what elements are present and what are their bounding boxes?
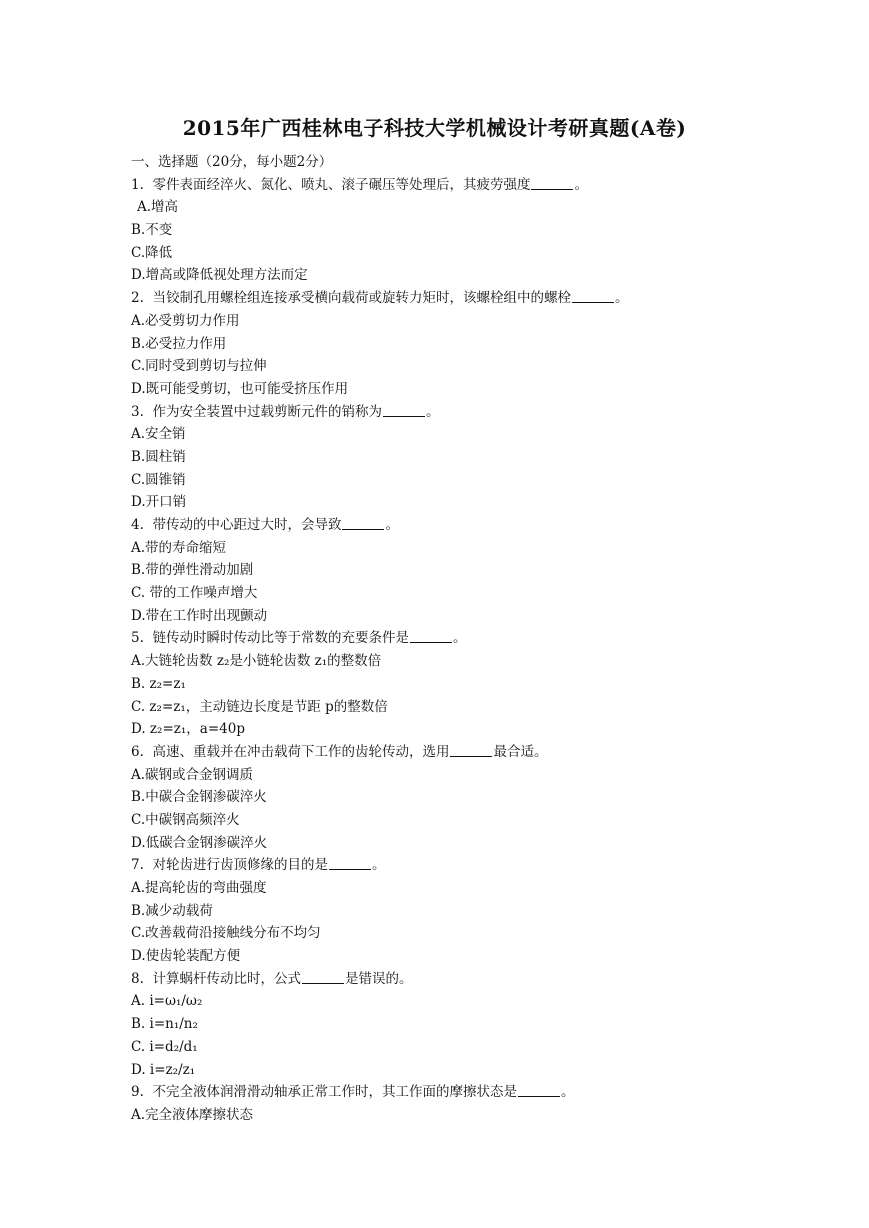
option-7d: D.使齿轮装配方便 <box>131 948 241 965</box>
section-heading: 一、选择题（20分，每小题2分） <box>131 154 333 170</box>
option-1b: B.不变 <box>131 222 173 239</box>
option-6a: A.碳钢或合金钢调质 <box>131 766 254 783</box>
question-text: 链传动时瞬时传动比等于常数的充要条件是 <box>152 630 409 647</box>
option-7b: B.减少动载荷 <box>131 902 213 919</box>
question-9 <box>131 1081 771 1104</box>
option-1a: A.增高 <box>137 199 179 216</box>
option-1d: D.增高或降低视处理方法而定 <box>131 267 308 284</box>
question-4 <box>131 514 771 537</box>
option-1c: C.降低 <box>131 244 173 261</box>
answer-blank <box>342 515 384 530</box>
question-text: 高速、重载并在冲击载荷下工作的齿轮传动，选用 <box>152 743 450 760</box>
option-4d: D.带在工作时出现颤动 <box>131 607 268 624</box>
option-8c: C. i=d₂/d₁ <box>131 1038 198 1055</box>
option-5b: B. z₂=z₁ <box>131 675 186 692</box>
option-8b: B. i=n₁/n₂ <box>131 1016 198 1033</box>
question-5 <box>131 627 771 650</box>
question-8 <box>131 968 771 991</box>
question-number: 6. <box>131 743 144 760</box>
question-3 <box>131 401 771 424</box>
question-1 <box>131 174 771 197</box>
answer-blank <box>410 628 452 643</box>
question-7 <box>131 854 771 877</box>
question-text: 当铰制孔用螺栓组连接承受横向载荷或旋转力矩时，该螺栓组中的螺栓 <box>152 290 571 307</box>
question-text-end: 。 <box>385 517 399 533</box>
option-8a: A. i=ω₁/ω₂ <box>131 993 203 1010</box>
answer-blank <box>531 175 573 190</box>
question-text: 带传动的中心距过大时，会导致 <box>152 517 342 533</box>
question-text: 不完全液体润滑滑动轴承正常工作时，其工作面的摩擦状态是 <box>152 1084 517 1101</box>
question-text-end: 。 <box>574 176 588 193</box>
option-4c: C. 带的工作噪声增大 <box>131 585 258 602</box>
option-9a: A.完全液体摩擦状态 <box>131 1106 254 1123</box>
answer-blank <box>302 969 344 984</box>
option-3b: B.圆柱销 <box>131 448 186 465</box>
question-number: 5. <box>131 630 144 647</box>
question-number: 9. <box>131 1084 144 1101</box>
option-2c: C.同时受到剪切与拉伸 <box>131 358 267 375</box>
question-6 <box>131 741 771 764</box>
answer-blank <box>450 742 492 757</box>
question-text: 对轮齿进行齿顶修缘的目的是 <box>152 857 328 874</box>
question-text-end: 。 <box>614 290 629 307</box>
option-3a: A.安全销 <box>131 426 186 443</box>
option-4b: B.带的弹性滑动加剧 <box>131 562 254 579</box>
option-2b: B.必受拉力作用 <box>131 335 227 352</box>
question-number: 4. <box>131 517 144 533</box>
question-number: 1. <box>131 176 144 193</box>
question-text-end: 。 <box>452 630 467 647</box>
answer-blank <box>572 288 614 303</box>
option-2d: D.既可能受剪切，也可能受挤压作用 <box>131 380 349 397</box>
question-number: 8. <box>131 970 144 987</box>
question-number: 3. <box>131 403 144 420</box>
question-text-end: 是错误的。 <box>344 970 413 987</box>
option-8d: D. i=z₂/z₁ <box>131 1061 196 1078</box>
option-6b: B.中碳合金钢渗碳淬火 <box>131 789 267 806</box>
option-7c: C.改善载荷沿接触线分布不均匀 <box>131 925 321 942</box>
question-text-end: 。 <box>425 403 440 420</box>
question-text: 计算蜗杆传动比时，公式 <box>152 970 301 987</box>
answer-blank <box>518 1082 560 1097</box>
question-2 <box>131 287 771 310</box>
question-number: 7. <box>131 857 144 874</box>
option-3c: C.圆锥销 <box>131 471 186 488</box>
answer-blank <box>329 855 371 870</box>
question-text-end: 。 <box>560 1084 575 1101</box>
option-6d: D.低碳合金钢渗碳淬火 <box>131 834 268 851</box>
page-title: 2015年广西桂林电子科技大学机械设计考研真题(A卷) <box>182 116 687 140</box>
question-text: 零件表面经淬火、氮化、喷丸、滚子碾压等处理后，其疲劳强度 <box>152 176 531 193</box>
exam-content <box>131 151 771 1127</box>
option-2a: A.必受剪切力作用 <box>131 312 240 329</box>
option-4a: A.带的寿命缩短 <box>131 539 227 556</box>
option-5a: A.大链轮齿数 z₂是小链轮齿数 z₁的整数倍 <box>131 653 382 670</box>
question-text-end: 。 <box>371 857 386 874</box>
option-3d: D.开口销 <box>131 494 187 511</box>
question-text-end: 最合适。 <box>493 743 548 760</box>
option-5d: D. z₂=z₁，a=40p <box>131 721 245 738</box>
option-5c: C. z₂=z₁，主动链边长度是节距 p的整数倍 <box>131 698 388 715</box>
option-6c: C.中碳钢高频淬火 <box>131 811 240 828</box>
question-text: 作为安全装置中过载剪断元件的销称为 <box>152 403 382 420</box>
question-number: 2. <box>131 290 144 307</box>
answer-blank <box>383 402 425 417</box>
option-7a: A.提高轮齿的弯曲强度 <box>131 880 267 896</box>
